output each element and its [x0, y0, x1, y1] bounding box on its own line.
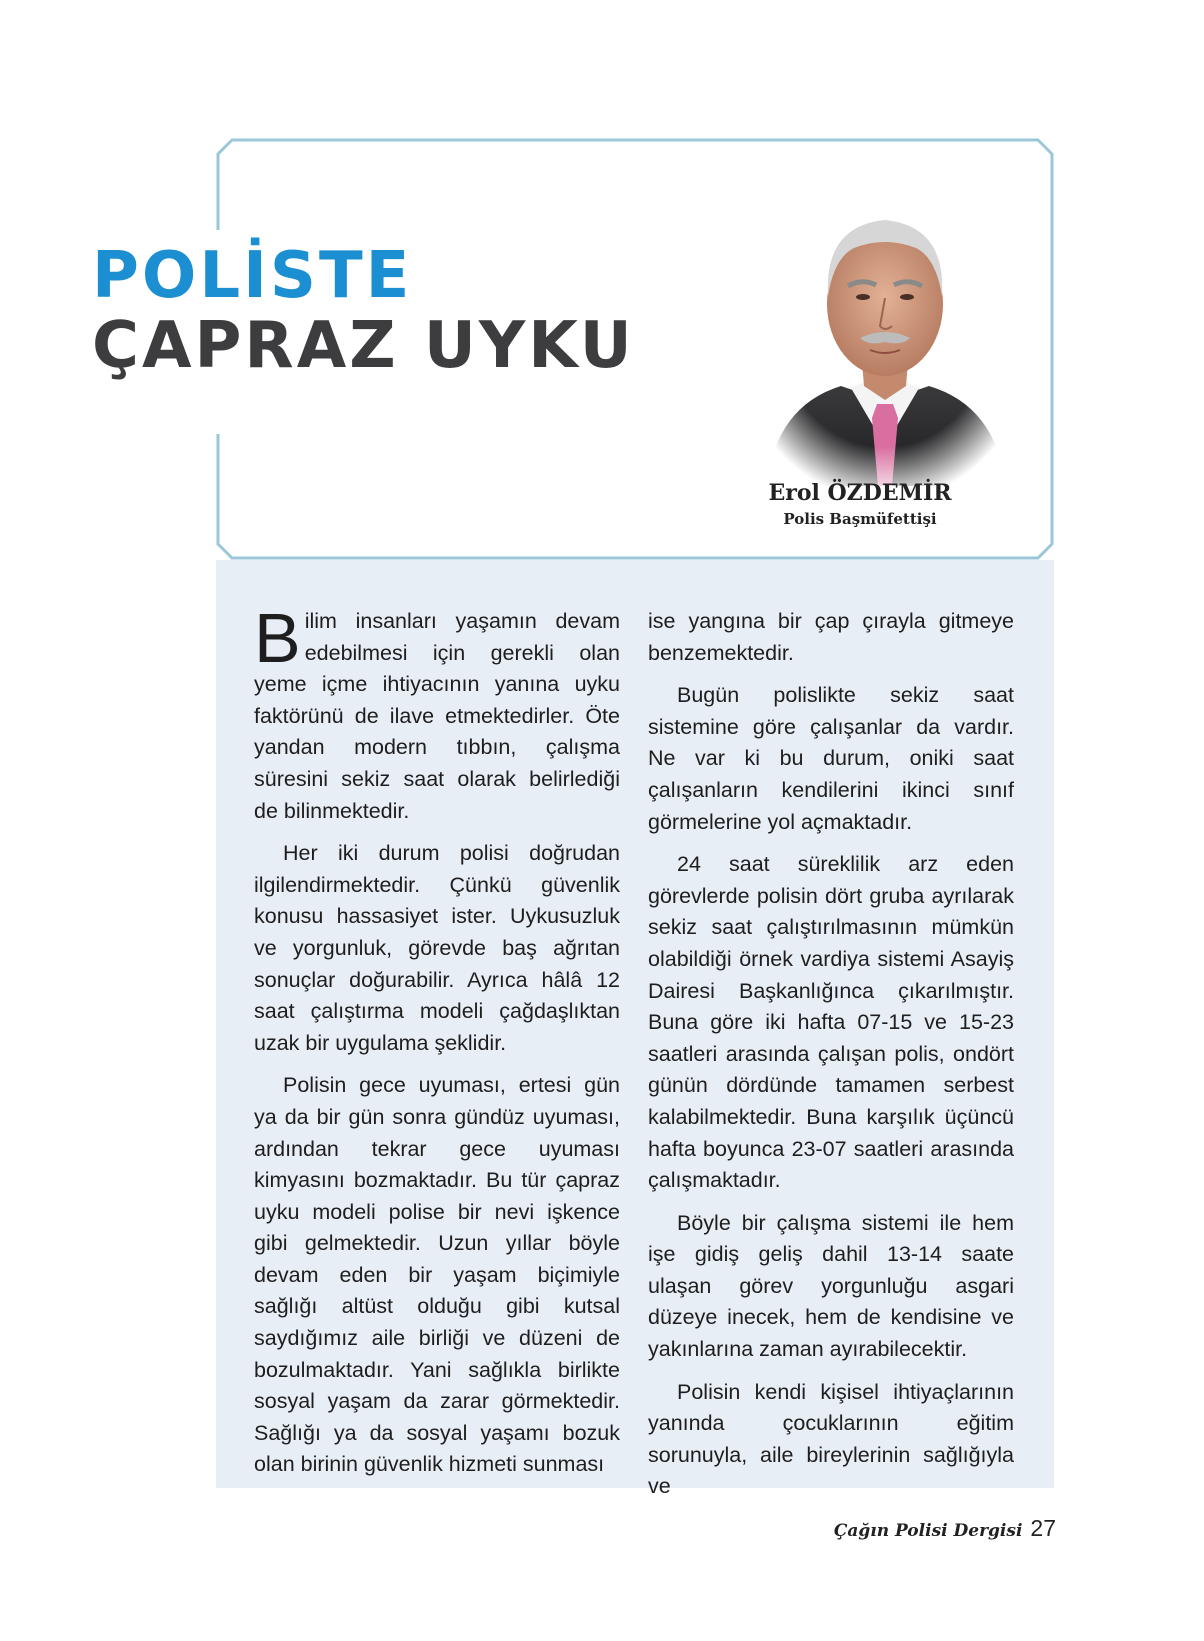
- author-name: Erol ÖZDEMİR: [768, 480, 952, 506]
- drop-cap: B: [254, 599, 301, 677]
- paragraph: Bugün polislikte sekiz saat sistemine göre çalışanlar da vardır. Ne var ki bu durum, oniki saat çalışanların kendilerini ikinci sınıf görmelerine yol açmaktadır.: [648, 683, 1014, 834]
- author-role: Polis Başmüfettişi: [783, 510, 937, 528]
- paragraph: Polisin kendi kişisel ihtiyaçlarının yanında çocuklarının eğitim sorunuyla, aile bireylerinin sağlığıyla ve: [648, 1379, 1014, 1499]
- author-portrait: [756, 186, 1014, 486]
- paragraph: ise yangına bir çap çırayla gitmeye benzemektedir.: [648, 609, 1014, 665]
- paragraph: 24 saat süreklilik arz eden görevlerde polisin dört gruba ayrılarak sekiz saat çalıştırılmasının mümkün olabildiği örnek vardiya sistemi Asayiş Dairesi Başkanlığınca çıkarılmıştır. Buna göre iki hafta 07-15 ve 15-23 saatleri arasında çalışan polis, ondört günün dördünde tamamen serbest kalabilmektedir. Buna karşılık üçüncü hafta boyunca 23-07 saatleri arasında çalışmaktadır.: [648, 852, 1014, 1193]
- page-footer: [820, 1515, 1056, 1542]
- paragraph: Her iki durum polisi doğrudan ilgilendirmektedir. Çünkü güvenlik konusu hassasiyet ister. Uykusuzluk ve yorgunluk, görevde baş ağrıtan sonuçlar doğurabilir. Ayrıca hâlâ 12 saat çalıştırma modeli çağdaşlıktan uzak bir uygulama şeklidir.: [254, 841, 620, 1055]
- paragraph-text: ilim insanları yaşamın devam edebilmesi için gerekli olan yeme içme ihtiyacının yanına uyku faktörünü de ilave etmektedirler. Öte yandan modern tıbbın, çalışma süresini sekiz saat olarak belirlediği de bilinmektedir.: [254, 609, 620, 823]
- author-caption: [760, 480, 960, 528]
- article-title: [92, 239, 635, 383]
- title-line-2: ÇAPRAZ UYKU: [92, 309, 635, 383]
- paragraph: [254, 599, 620, 827]
- paragraph: Polisin gece uyuması, ertesi gün ya da bir gün sonra gündüz uyuması, ardından tekrar gece uyuması kimyasını bozmaktadır. Bu tür çapraz uyku modeli polise bir nevi işkence gibi gelmektedir. Uzun yıllar böyle devam eden bir yaşam biçimiyle sağlığı altüst olduğu gibi kutsal saydığımız aile birliği ve düzeni de bozulmaktadır. Yani sağlıkla birlikte sosyal yaşam da zarar görmektedir. Sağlığı ya da sosyal yaşamı bozuk olan birinin güvenlik hizmeti sunması: [254, 1073, 620, 1477]
- paragraph: Böyle bir çalışma sistemi ile hem işe gidiş geliş dahil 13-14 saate ulaşan görev yorgunluğu asgari düzeye inecek, hem de kendisine ve yakınlarına zaman ayırabilecektir.: [648, 1210, 1014, 1362]
- text-column-left: [254, 599, 620, 1492]
- title-line-1: POLİSTE: [92, 239, 413, 313]
- magazine-name: Çağın Polisi Dergisi: [833, 1521, 1023, 1541]
- text-column-right: [648, 606, 1014, 1514]
- page-number: 27: [1030, 1515, 1056, 1541]
